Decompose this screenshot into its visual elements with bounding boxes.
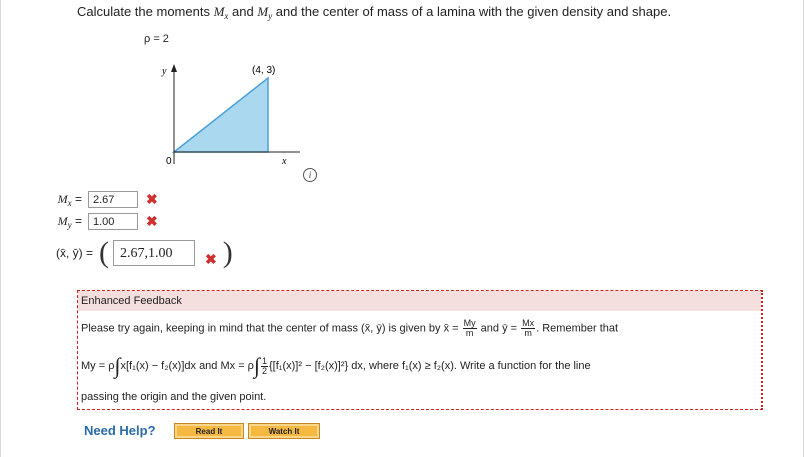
- left-paren: (: [99, 235, 109, 269]
- mx-input[interactable]: 2.67: [88, 191, 138, 208]
- center-of-mass-row: [40, 237, 233, 268]
- one-half-fraction: $\frac{1}{2}$: [261, 355, 267, 376]
- lamina-triangle: [174, 78, 268, 152]
- center-of-mass-incorrect-icon: ✖: [205, 251, 217, 267]
- y-axis-label: y: [162, 66, 167, 77]
- mx-incorrect-icon: ✖: [146, 191, 158, 207]
- my-incorrect-icon: ✖: [146, 213, 158, 229]
- integral-sign: ∫: [253, 353, 260, 378]
- my-input[interactable]: 1.00: [88, 213, 138, 230]
- my-over-m-fraction: $\frac{My}{m}$: [463, 318, 476, 338]
- origin-label: 0: [166, 156, 172, 167]
- mx-label: $M_x$ =: [57, 191, 82, 208]
- feedback-line-1: Please try again, keeping in mind that the center of mass (x̄, ȳ) is given by x̄ = $\frac{My}{m}$ and ȳ = $\frac{Mx}{m}$ . Remember that: [81, 318, 619, 338]
- info-icon[interactable]: i: [303, 168, 317, 182]
- density-label: ρ = 2: [144, 33, 169, 45]
- center-of-mass-input[interactable]: 2.67,1.00: [113, 240, 195, 266]
- question-text: Calculate the moments $M_x$ and $M_y$ and the center of mass of a lamina with the given density and shape.: [77, 4, 672, 21]
- read-it-button[interactable]: Read It: [174, 423, 244, 439]
- my-row: [40, 213, 158, 230]
- shape-graph: [140, 60, 300, 175]
- mx-row: [40, 191, 158, 208]
- integral-sign: ∫: [114, 353, 121, 378]
- graph-svg: [140, 60, 300, 170]
- watch-it-button[interactable]: Watch It: [248, 423, 320, 439]
- point-label: (4, 3): [252, 65, 276, 76]
- y-axis-arrow: [171, 64, 177, 72]
- my-label: $M_y$ =: [57, 213, 82, 230]
- feedback-title: Enhanced Feedback: [78, 291, 761, 311]
- need-help-label: Need Help?: [84, 423, 156, 438]
- right-paren: ): [222, 235, 233, 269]
- mx-over-m-fraction: $\frac{Mx}{m}$: [522, 318, 535, 338]
- center-of-mass-label: (x̄, ȳ) =: [55, 245, 93, 260]
- x-axis-label: x: [282, 156, 287, 167]
- enhanced-feedback-box: [77, 290, 763, 410]
- feedback-line-2: My = ρ∫x[f₁(x) − f₂(x)]dx and Mx = ρ∫ $\frac{1}{2}$ {[f₁(x)]² − [f₂(x)]²} dx, where f₁(x) ≥ f₂(x). Write a function for the line: [81, 353, 591, 378]
- feedback-line-3: passing the origin and the given point.: [81, 391, 267, 403]
